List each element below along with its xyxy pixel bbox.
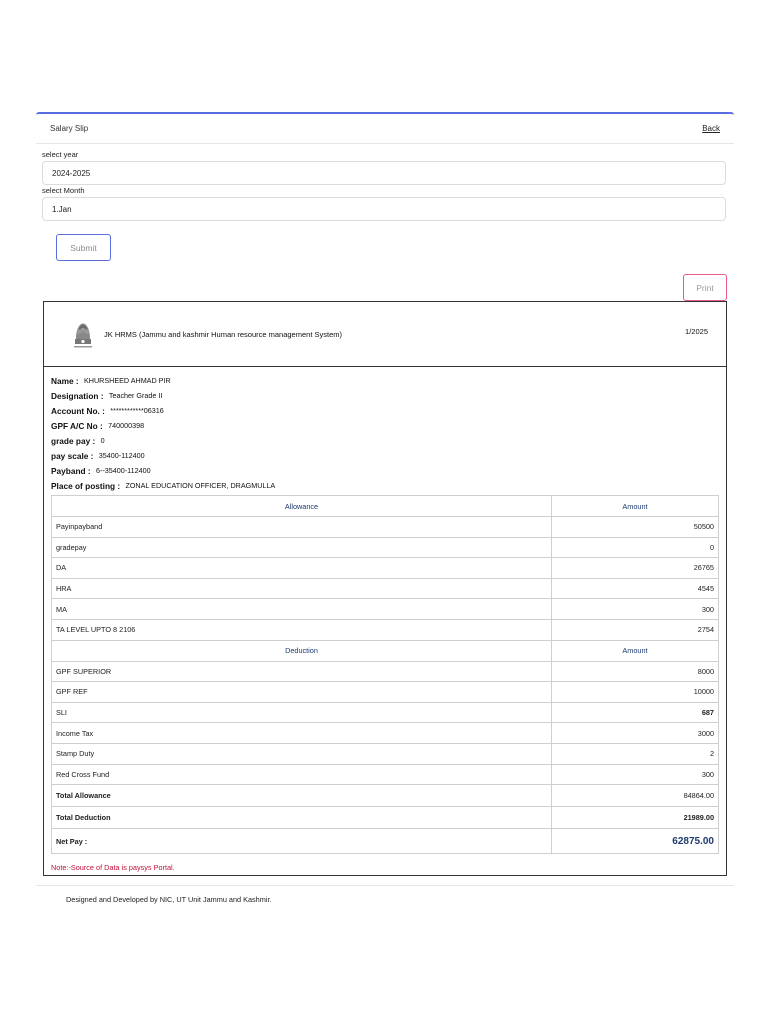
data-source-note: Note:-Source of Data is paysys Portal.: [51, 863, 175, 872]
table-row: GPF SUPERIOR 8000: [52, 661, 719, 682]
payband-value: 6--35400-112400: [95, 466, 151, 475]
account-value: ************06316: [110, 406, 164, 415]
table-row: GPF REF 10000: [52, 682, 719, 703]
designation-value: Teacher Grade II: [108, 391, 163, 400]
table-row: Income Tax 3000: [52, 723, 719, 744]
salary-table: [51, 495, 719, 854]
info-row-name: Name : KHURSHEED AHMAD PIR: [51, 375, 171, 386]
net-pay-row: [52, 829, 719, 854]
allowance-header-row: [52, 496, 719, 517]
card-header: [36, 114, 734, 144]
table-row: HRA 4545: [52, 578, 719, 599]
grade-pay-value: 0: [100, 436, 105, 445]
deduction-header-row: [52, 640, 719, 661]
table-row: Stamp Duty 2: [52, 743, 719, 764]
slip-header: [44, 302, 726, 367]
table-row: SLI 687: [52, 702, 719, 723]
info-row-account: Account No. : ************06316: [51, 405, 164, 416]
posting-value: ZONAL EDUCATION OFFICER, DRAGMULLA: [125, 481, 276, 490]
year-label: select year: [42, 150, 79, 159]
table-row: gradepay 0: [52, 537, 719, 558]
org-name: JK HRMS (Jammu and kashmir Human resource management System): [104, 329, 342, 339]
employee-name: KHURSHEED AHMAD PIR: [83, 376, 171, 385]
deduction-amount-header: Amount: [552, 640, 719, 661]
print-button[interactable]: Print: [683, 274, 727, 301]
back-link[interactable]: Back: [702, 124, 720, 133]
footer-text: Designed and Developed by NIC, UT Unit Jammu and Kashmir.: [66, 895, 272, 904]
table-row: Red Cross Fund 300: [52, 764, 719, 785]
pay-scale-value: 35400-112400: [98, 451, 145, 460]
info-row-grade-pay: grade pay : 0: [51, 435, 105, 446]
submit-button[interactable]: Submit: [56, 234, 111, 261]
table-row: MA 300: [52, 599, 719, 620]
gpf-value: 740000398: [108, 421, 145, 430]
allowance-amount-header: Amount: [552, 496, 719, 517]
year-select[interactable]: 2024-2025: [42, 161, 726, 185]
info-row-pay-scale: pay scale : 35400-112400: [51, 450, 145, 461]
info-row-gpf: GPF A/C No : 740000398: [51, 420, 145, 431]
total-deduction-row: [52, 807, 719, 829]
info-row-designation: Designation : Teacher Grade II: [51, 390, 163, 401]
footer-divider: [36, 885, 734, 886]
page-title: Salary Slip: [50, 124, 89, 133]
employee-info: [44, 367, 726, 493]
slip-period: 1/2025: [685, 327, 708, 336]
net-pay-label: Net Pay :: [52, 829, 552, 854]
info-row-payband: Payband : 6--35400-112400: [51, 465, 151, 476]
net-pay-value: 62875.00: [552, 829, 719, 854]
salary-slip: [43, 301, 727, 876]
month-select[interactable]: 1.Jan: [42, 197, 726, 221]
allowance-header: Allowance: [52, 496, 552, 517]
national-emblem-icon: [68, 317, 98, 351]
total-allowance-value: 84864.00: [552, 785, 719, 807]
table-row: DA 26765: [52, 558, 719, 579]
total-allowance-label: Total Allowance: [52, 785, 552, 807]
month-label: select Month: [42, 186, 85, 195]
table-row: TA LEVEL UPTO 8 2106 2754: [52, 619, 719, 640]
total-deduction-value: 21989.00: [552, 807, 719, 829]
table-row: Payinpayband 50500: [52, 517, 719, 538]
total-deduction-label: Total Deduction: [52, 807, 552, 829]
total-allowance-row: [52, 785, 719, 807]
deduction-header: Deduction: [52, 640, 552, 661]
info-row-posting: Place of posting : ZONAL EDUCATION OFFICER, DRAGMULLA: [51, 480, 276, 491]
